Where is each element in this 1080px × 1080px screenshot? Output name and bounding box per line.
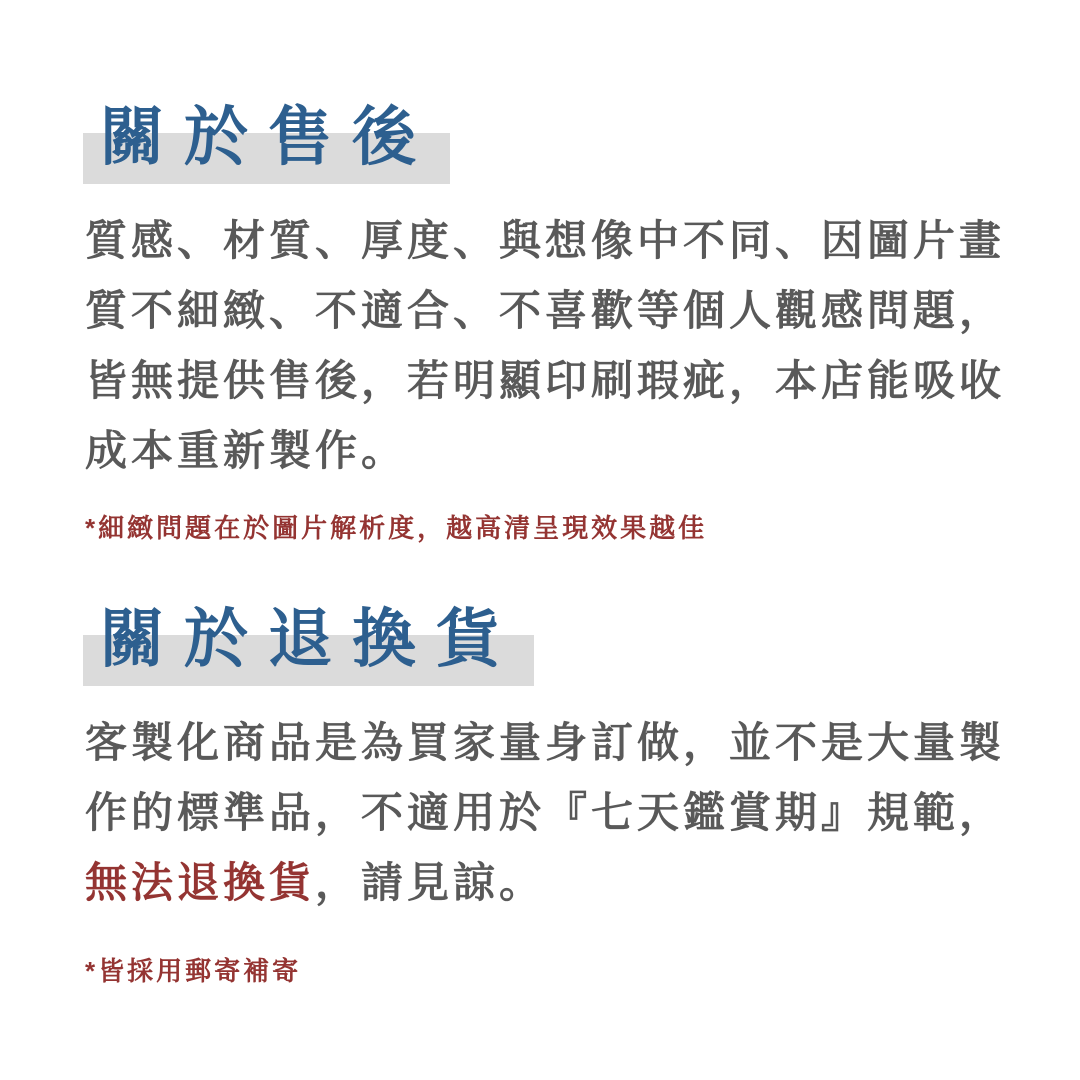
section-after-sales (85, 94, 1010, 548)
after-sales-title-text: 關於售後 (100, 101, 436, 173)
body-line: 質不細緻、不適合、不喜歡等個人觀感問題， (85, 287, 1006, 334)
body-line: 客製化商品是為買家量身訂做，並不是大量製 (85, 719, 1006, 766)
no-return-gray-text: ，請見諒。 (315, 859, 546, 906)
after-sales-title (100, 94, 436, 180)
returns-title (100, 596, 520, 682)
returns-title-row (85, 596, 1010, 682)
after-sales-body (85, 206, 1010, 486)
section-returns (85, 596, 1010, 991)
after-sales-note: *細緻問題在於圖片解析度，越高清呈現效果越佳 (85, 513, 708, 543)
body-line: 成本重新製作。 (85, 427, 408, 474)
body-line: 皆無提供售後，若明顯印刷瑕疵，本店能吸收 (85, 357, 1006, 404)
no-return-red-text: 無法退換貨 (85, 859, 316, 906)
body-line: 作的標準品，不適用於『七天鑑賞期』規範， (85, 789, 1006, 836)
body-line: 質感、材質、厚度、與想像中不同、因圖片畫 (85, 217, 1006, 264)
returns-title-text: 關於退換貨 (100, 603, 520, 675)
body-line-highlight (85, 848, 1010, 918)
after-sales-title-row (85, 94, 1010, 180)
returns-note: *皆採用郵寄補寄 (85, 956, 302, 986)
returns-body (85, 708, 1010, 918)
